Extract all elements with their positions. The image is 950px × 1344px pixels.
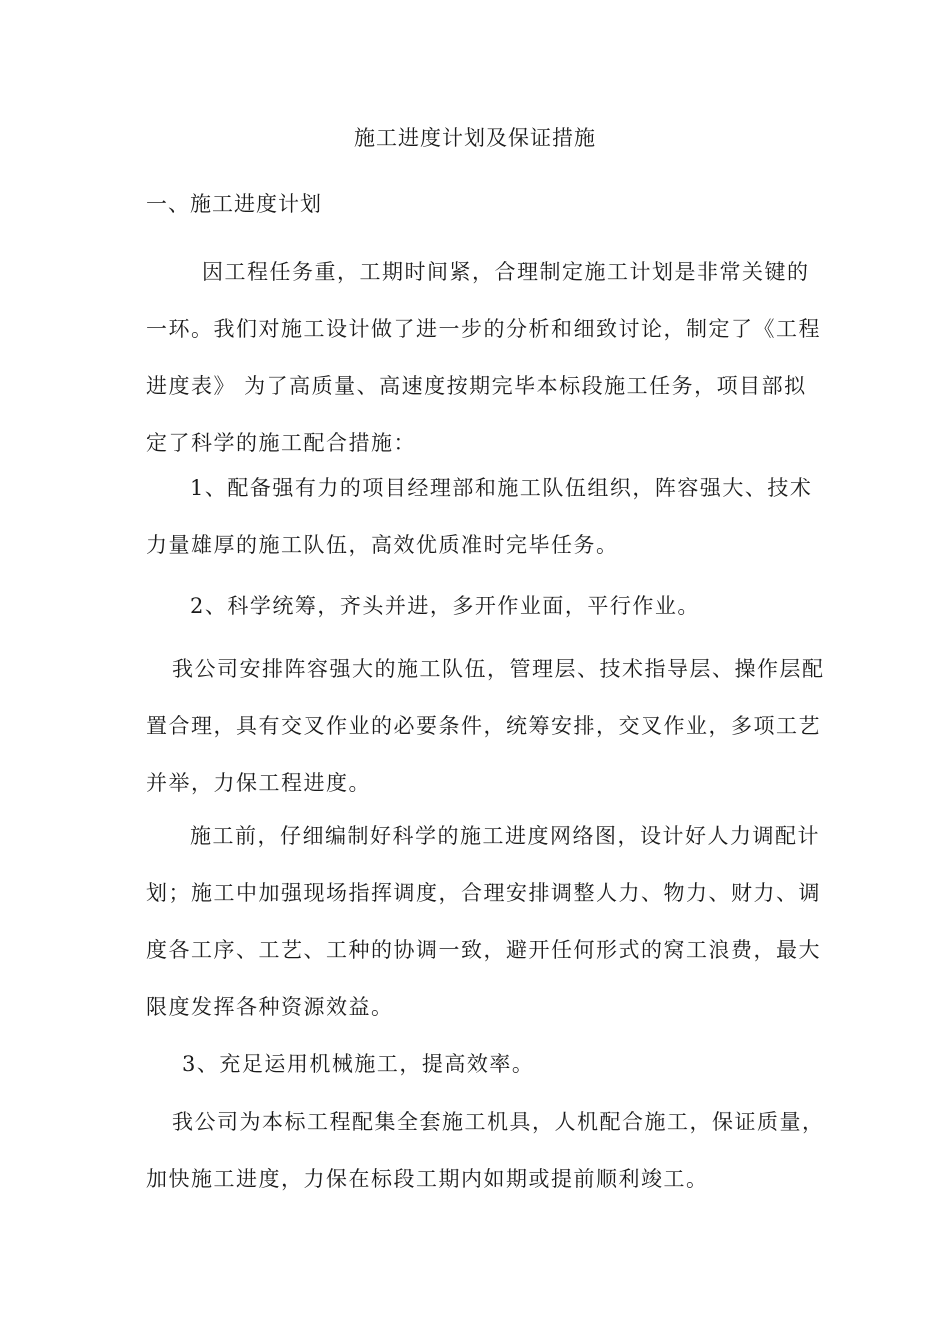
section-heading: 一、施工进度计划 [146, 192, 322, 216]
paragraph-measure-2: 2、科学统筹，齐头并进，多开作业面，平行作业。 [190, 594, 700, 618]
paragraph-intro: 因工程任务重，工期时间紧，合理制定施工计划是非常关键的一环。我们对施工设计做了进一步的分析和细致讨论，制定了《工程进度表》 为了高质量、高速度按期完毕本标段施工任务，项目部拟定了科学的施工配合措施： [146, 260, 821, 455]
document-title: 施工进度计划及保证措施 [354, 126, 596, 150]
paragraph-measure-1: 1、配备强有力的项目经理部和施工队伍组织，阵容强大、技术力量雄厚的施工队伍，高效优质准时完毕任务。 [146, 476, 813, 557]
paragraph-team-arrangement: 我公司安排阵容强大的施工队伍，管理层、技术指导层、操作层配置合理，具有交叉作业的必要条件，统筹安排，交叉作业，多项工艺并举，力保工程进度。 [146, 657, 825, 795]
paragraph-machinery: 我公司为本标工程配集全套施工机具，人机配合施工，保证质量，加快施工进度，力保在标段工期内如期或提前顺利竣工。 [146, 1110, 825, 1191]
paragraph-measure-3: 3、充足运用机械施工，提高效率。 [182, 1052, 535, 1076]
paragraph-preconstruction: 施工前，仔细编制好科学的施工进度网络图，设计好人力调配计划；施工中加强现场指挥调度，合理安排调整人力、物力、财力、调度各工序、工艺、工种的协调一致，避开任何形式的窝工浪费，最大限度发挥各种资源效益。 [146, 824, 821, 1019]
